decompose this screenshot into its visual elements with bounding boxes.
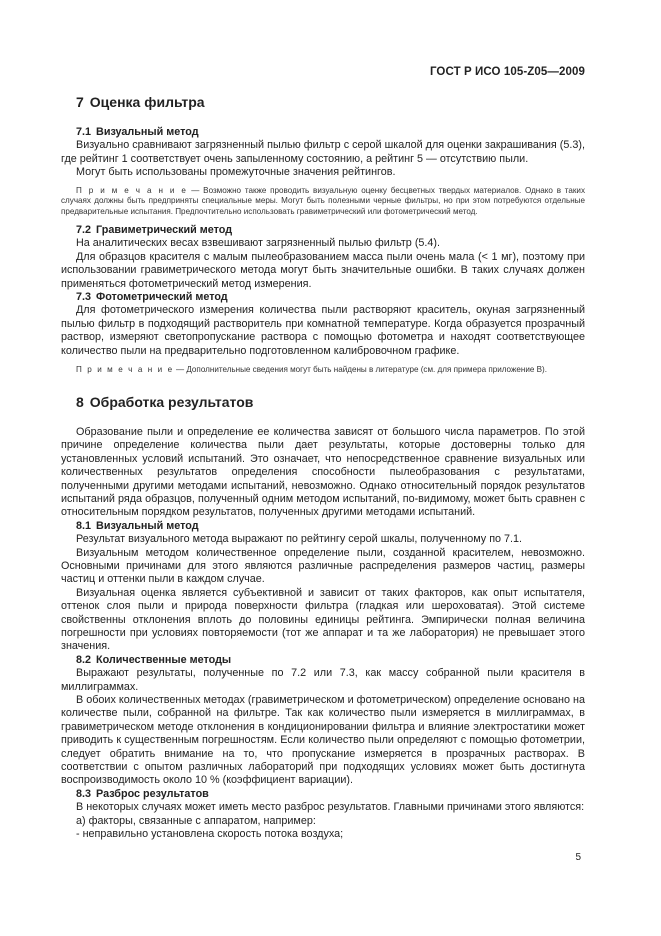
subsection-number: 7.2 <box>76 224 92 237</box>
paragraph: Визуально сравнивают загрязненный пылью фильтр с серой шкалой для оценки закрашивания (5.3), где рейтинг 1 соответствует очень запыленному состоянию, а рейтинг 5 — отсутствию пыли. <box>61 139 585 165</box>
page-number: 5 <box>575 852 581 863</box>
note-text: — Возможно также проводить визуальную оценку бесцветных твердых материалов. Однако в таких случаях должны быть предприняты специальные меры. Могут быть полезными черные фильтры, но при этом потребуются отдельные предварительные испытания. Предпочтительно использовать гравиметрический или фотометрический метод. <box>61 185 585 217</box>
subsection-title: Гравиметрический метод <box>96 224 233 237</box>
subsection-number: 7.3 <box>76 291 92 304</box>
paragraph: На аналитических весах взвешивают загрязненный пылью фильтр (5.4). <box>76 237 441 250</box>
note <box>61 365 585 376</box>
subsection-number: 8.1 <box>76 519 92 532</box>
note-label: П р и м е ч а н и е <box>76 365 174 375</box>
subsection-7-2-heading <box>61 224 585 237</box>
list-item: а) факторы, связанные с аппаратом, например: <box>76 814 316 827</box>
subsection-title: Визуальный метод <box>96 126 199 138</box>
paragraph: Визуальным методом количественное определение пыли, созданной красителем, невозможно. Основными причинами для этого являются различные распределения размеров частиц, размеры частиц и оттенки пыли в каждом случае. <box>61 546 585 586</box>
subsection-7-3-heading <box>61 291 585 304</box>
paragraph: Образование пыли и определение ее количества зависят от большого числа параметров. По этой причине определение количества пыли дает результаты, которые достоверны только для установленных условий испытаний. Это означает, что непосредственное сравнение визуальных или количественных результатов определения способности пылеобразования с результатами, полученными другими методами испытаний, невозможно. Однако относительный порядок результатов испытаний ряда образцов, полученный одним методом испытаний, по-видимому, может быть сравнен с относительным порядком результатов, полученных другими методами испытаний. <box>61 425 585 519</box>
subsection-title: Разброс результатов <box>96 787 209 800</box>
section-number: 8 <box>76 393 84 410</box>
section-title: Оценка фильтра <box>89 94 205 110</box>
document-code-header: ГОСТ Р ИСО 105-Z05—2009 <box>429 66 585 78</box>
paragraph: Визуальная оценка является субъективной и зависит от таких факторов, как опыт испытателя, оттенок слоя пыли и природа поверхности фильтра (гладкая или шероховатая). Этой системе свойственны отклонения вплоть до половины единицы рейтинга. Эмпирически полная величина погрешности при условиях повторяемости (тот же аппарат и та же лаборатория) не превышает этого значения. <box>61 586 585 653</box>
subsection-8-1-heading <box>61 520 585 533</box>
subsection-8-2-heading <box>61 654 585 667</box>
list-item: - неправильно установлена скорость потока воздуха; <box>76 828 344 841</box>
paragraph: Для фотометрического измерения количества пыли растворяют краситель, окуная загрязненный пылью фильтр в подходящий растворитель при комнатной температуре. Когда образуется прозрачный раствор, измеряют светопропускание раствора с помощью фотометра и находят соответствующее количество пыли на предварительно подготовленном калибровочном графике. <box>61 304 585 357</box>
paragraph: Результат визуального метода выражают по рейтингу серой шкалы, полученному по 7.1. <box>76 533 523 546</box>
paragraph: В некоторых случаях может иметь место разброс результатов. Главными причинами этого являются: <box>76 801 585 814</box>
subsection-number: 7.1 <box>76 126 92 138</box>
subsection-title: Визуальный метод <box>96 519 199 532</box>
note-label: П р и м е ч а н и е <box>76 185 188 195</box>
page-content <box>61 92 585 841</box>
note-text: — Дополнительные сведения могут быть найдены в литературе (см. для примера приложение В). <box>176 365 547 375</box>
paragraph: В обоих количественных методах (гравиметрическом и фотометрическом) определение основано на количестве пыли, собранной на фильтре. Так как количество пыли измеряется в миллиграммах, в гравиметрическом методе отклонения в кондиционировании фильтра и влияние электростатики может приводить к существенным погрешностям. Если количество пыли определяют с помощью фотометрии, следует обратить внимание на то, что пропускание измеряется в прозрачных растворах. В соответствии с опытом различных лабораторий при подходящих условиях может быть достигнута воспроизводимость около 10 % (коэффициент вариации). <box>61 694 585 787</box>
paragraph: Могут быть использованы промежуточные значения рейтингов. <box>76 166 396 179</box>
section-number: 7 <box>76 94 84 110</box>
subsection-7-1-heading <box>61 126 585 139</box>
section-8-heading <box>61 392 585 412</box>
subsection-title: Количественные методы <box>96 653 232 666</box>
subsection-title: Фотометрический метод <box>96 291 228 304</box>
subsection-number: 8.3 <box>76 787 92 800</box>
note <box>61 186 585 218</box>
subsection-number: 8.2 <box>76 653 92 666</box>
paragraph: Выражают результаты, полученные по 7.2 или 7.3, как массу собранной пыли красителя в миллиграммах. <box>61 667 585 693</box>
section-7-heading <box>61 92 585 112</box>
paragraph: Для образцов красителя с малым пылеобразованием масса пыли очень мала (< 1 мг), поэтому при использовании гравиметрического метода могут быть значительные ошибки. В таких случаях должен применяться фотометрический метод измерения. <box>61 250 585 290</box>
subsection-8-3-heading <box>61 788 585 801</box>
section-title: Обработка результатов <box>89 393 254 410</box>
